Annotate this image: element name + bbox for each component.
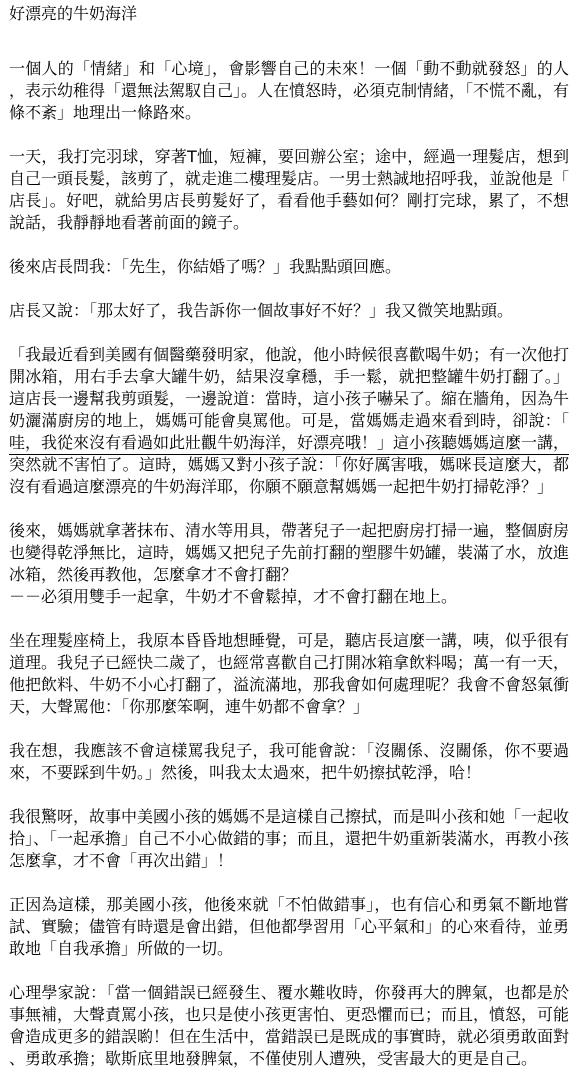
paragraph-11: 心理學家說：「當一個錯誤已經發生、覆水難收時，你發再大的脾氣，也都是於事無補，大聲責罵小孩，也只是使小孩更害怕、更恐懼而已；而且，憤怒，可能會造成更多的錯誤喲！但在生活中，當錯誤已是既成的事實時，就必須勇敢面對、勇敢承擔；歇斯底里地發脾氣，不僅使別人遭殃，受害最大的更是自己。	[9, 983, 570, 1068]
spacer	[9, 960, 569, 982]
paragraph-6: 後來，媽媽就拿著抹布、清水等用具，帶著兒子一起把廚房打掃一遍，整個廚房也變得乾淨無比，這時，媽媽又把兒子先前打翻的塑膠牛奶罐，裝滿了水，放進冰箱，然後再教他，怎麼拿才不會打翻？ －－必須用雙手一起拿，牛奶才不會鬆掉，才不會打翻在地上。	[9, 521, 570, 606]
spacer	[9, 608, 569, 630]
spacer	[9, 322, 569, 344]
article-title: 好漂亮的牛奶海洋	[9, 4, 138, 23]
spacer	[9, 124, 569, 146]
paragraph-8: 我在想，我應該不會這樣罵我兒子，我可能會說：「沒關係、沒關係，你不要過來，不要踩到牛奶。」然後，叫我太太過來，把牛奶擦拭乾淨，哈！	[9, 741, 569, 782]
spacer	[9, 278, 569, 300]
paragraph-9: 我很驚呀，故事中美國小孩的媽媽不是這樣自己擦拭，而是叫小孩和她「一起收拾」、「一起承擔」自己不小心做錯的事；而且，還把牛奶重新裝滿水，再教小孩怎麼拿，才不會「再次出錯」！	[9, 807, 570, 870]
spacer	[9, 784, 569, 806]
spacer	[9, 25, 569, 58]
spacer	[9, 234, 569, 256]
paragraph-4: 店長又說：「那太好了，我告訴你一個故事好不好？」我又微笑地點頭。	[9, 301, 514, 320]
spacer	[9, 872, 569, 894]
paragraph-7: 坐在理髮座椅上，我原本昏昏地想睡覺，可是，聽店長這麼一講，咦，似乎很有道理。我兒子已經快二歲了，也經常喜歡自己打開冰箱拿飲料喝；萬一有一天，他把飲料、牛奶不小心打翻了，溢流滿地，那我會如何處理呢？我會不會怒氣衝天，大聲罵他：「你那麼笨啊，連牛奶都不會拿？」	[9, 631, 570, 716]
paragraph-1: 一個人的「情緒」和「心境」，會影響自己的未來！一個「動不動就發怒」的人，表示幼稚得「還無法駕馭自己」。人在憤怒時，必須克制情緒，「不慌不亂，有條不紊」地理出一條路來。	[9, 59, 570, 122]
paragraph-5: 「我最近看到美國有個醫藥發明家，他說，他小時候很喜歡喝牛奶；有一次他打開冰箱，用右手去拿大罐牛奶，結果沒拿穩，手一鬆，就把整罐牛奶打翻了。」這店長一邊幫我剪頭髮，一邊說道：當時，這小孩子嚇呆了。縮在牆角，因為牛奶灑滿廚房的地上，媽媽可能會臭罵他。可是，當媽媽走過來看到時，卻說：「哇，我從來沒有看過如此壯觀牛奶海洋，好漂亮哦！」這小孩聽媽媽這麼一講，	[9, 345, 570, 452]
paragraph-3: 後來店長問我：「先生，你結婚了嗎？」我點點頭回應。	[9, 257, 402, 276]
paragraph-5-continued: 突然就不害怕了。這時，媽媽又對小孩子說：「你好厲害哦，媽咪長這麼大，都沒有看過這麼漂亮的牛奶海洋耶，你願不願意幫媽媽一起把牛奶打掃乾淨？」	[9, 455, 569, 496]
paragraph-10: 正因為這樣，那美國小孩，他後來就「不怕做錯事」，也有信心和勇氣不斷地嘗試、實驗；儘管有時還是會出錯，但他都學習用「心平氣和」的心來看待，並勇敢地「自我承擔」所做的一切。	[9, 895, 570, 958]
spacer	[9, 718, 569, 740]
spacer	[9, 498, 569, 520]
paragraph-2: 一天，我打完羽球，穿著T恤，短褲，要回辦公室；途中，經過一理髮店，想到自己一頭長髮，該剪了，就走進二樓理髮店。一男士熱誠地招呼我，並說他是「店長」。好吧，就給男店長剪髮好了，看看他手藝如何？剛打完球，累了，不想說話，我靜靜地看著前面的鏡子。	[9, 147, 570, 232]
